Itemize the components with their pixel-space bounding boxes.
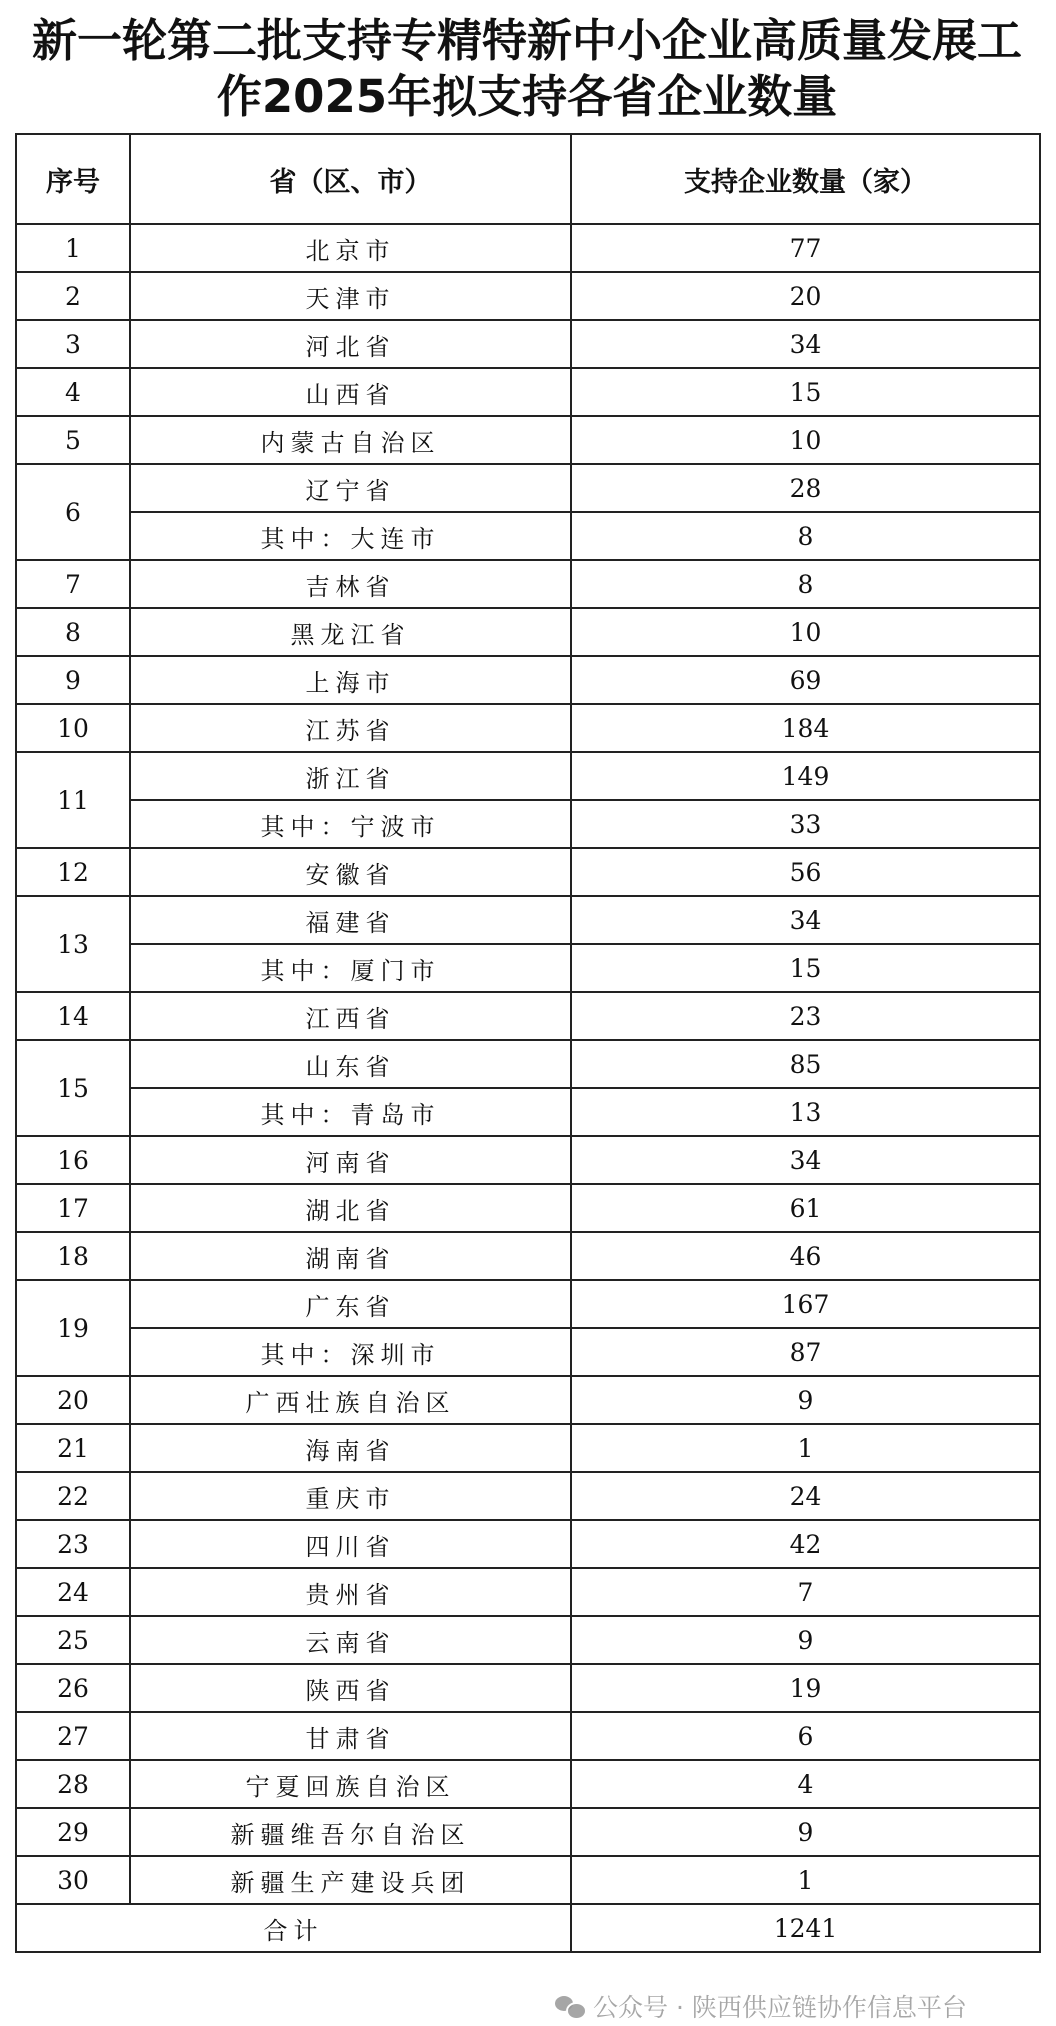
row-count: 15 xyxy=(571,368,1040,416)
row-index: 27 xyxy=(16,1712,130,1760)
row-index: 6 xyxy=(16,464,130,560)
row-count: 9 xyxy=(571,1616,1040,1664)
table-row xyxy=(16,1136,1040,1184)
row-count: 69 xyxy=(571,656,1040,704)
table-row xyxy=(16,752,1040,800)
header-province: 省（区、市） xyxy=(130,134,571,224)
row-province: 辽宁省 xyxy=(130,464,571,512)
table-subrow xyxy=(16,800,1040,848)
row-index: 17 xyxy=(16,1184,130,1232)
row-index: 12 xyxy=(16,848,130,896)
table-row xyxy=(16,416,1040,464)
table-row xyxy=(16,320,1040,368)
document-title xyxy=(15,13,1039,133)
total-label: 合计 xyxy=(16,1904,571,1952)
row-index: 19 xyxy=(16,1280,130,1376)
row-count: 6 xyxy=(571,1712,1040,1760)
row-count: 24 xyxy=(571,1472,1040,1520)
table-subrow xyxy=(16,512,1040,560)
row-index: 9 xyxy=(16,656,130,704)
row-count: 34 xyxy=(571,896,1040,944)
row-index: 24 xyxy=(16,1568,130,1616)
row-subcity: 其中：深圳市 xyxy=(130,1328,571,1376)
row-index: 11 xyxy=(16,752,130,848)
watermark xyxy=(555,1988,967,2024)
row-province: 黑龙江省 xyxy=(130,608,571,656)
row-index: 13 xyxy=(16,896,130,992)
row-province: 湖南省 xyxy=(130,1232,571,1280)
row-count: 46 xyxy=(571,1232,1040,1280)
row-count: 8 xyxy=(571,560,1040,608)
table-row xyxy=(16,1232,1040,1280)
row-province: 河北省 xyxy=(130,320,571,368)
table-body xyxy=(16,224,1040,1952)
row-index: 23 xyxy=(16,1520,130,1568)
table-row xyxy=(16,1424,1040,1472)
table-subrow xyxy=(16,1328,1040,1376)
row-index: 22 xyxy=(16,1472,130,1520)
row-index: 4 xyxy=(16,368,130,416)
row-index: 8 xyxy=(16,608,130,656)
wechat-icon xyxy=(555,1994,585,2018)
row-index: 20 xyxy=(16,1376,130,1424)
table-row xyxy=(16,1760,1040,1808)
row-index: 21 xyxy=(16,1424,130,1472)
row-province: 甘肃省 xyxy=(130,1712,571,1760)
row-count: 34 xyxy=(571,1136,1040,1184)
row-subcity: 其中：青岛市 xyxy=(130,1088,571,1136)
row-index: 7 xyxy=(16,560,130,608)
row-subcount: 15 xyxy=(571,944,1040,992)
total-count: 1241 xyxy=(571,1904,1040,1952)
row-province: 北京市 xyxy=(130,224,571,272)
row-province: 河南省 xyxy=(130,1136,571,1184)
row-province: 安徽省 xyxy=(130,848,571,896)
row-index: 3 xyxy=(16,320,130,368)
row-count: 9 xyxy=(571,1376,1040,1424)
table-row xyxy=(16,992,1040,1040)
row-count: 149 xyxy=(571,752,1040,800)
table-row xyxy=(16,224,1040,272)
row-index: 30 xyxy=(16,1856,130,1904)
row-province: 广西壮族自治区 xyxy=(130,1376,571,1424)
row-subcount: 33 xyxy=(571,800,1040,848)
table-row xyxy=(16,368,1040,416)
row-count: 42 xyxy=(571,1520,1040,1568)
row-count: 85 xyxy=(571,1040,1040,1088)
row-subcity: 其中：宁波市 xyxy=(130,800,571,848)
document-page xyxy=(15,13,1039,1953)
table-row xyxy=(16,1520,1040,1568)
row-index: 29 xyxy=(16,1808,130,1856)
header-row xyxy=(16,134,1040,224)
row-subcity: 其中：厦门市 xyxy=(130,944,571,992)
row-subcount: 87 xyxy=(571,1328,1040,1376)
row-count: 20 xyxy=(571,272,1040,320)
row-index: 25 xyxy=(16,1616,130,1664)
row-index: 10 xyxy=(16,704,130,752)
row-count: 19 xyxy=(571,1664,1040,1712)
watermark-text: 公众号 · 陕西供应链协作信息平台 xyxy=(593,1993,967,2022)
row-count: 56 xyxy=(571,848,1040,896)
table-row xyxy=(16,1472,1040,1520)
row-province: 江西省 xyxy=(130,992,571,1040)
enterprise-count-table xyxy=(15,133,1041,1953)
row-count: 61 xyxy=(571,1184,1040,1232)
table-row xyxy=(16,1712,1040,1760)
row-index: 14 xyxy=(16,992,130,1040)
row-province: 海南省 xyxy=(130,1424,571,1472)
row-count: 1 xyxy=(571,1856,1040,1904)
row-index: 26 xyxy=(16,1664,130,1712)
row-province: 云南省 xyxy=(130,1616,571,1664)
table-row xyxy=(16,1856,1040,1904)
row-count: 34 xyxy=(571,320,1040,368)
total-row xyxy=(16,1904,1040,1952)
row-count: 7 xyxy=(571,1568,1040,1616)
title-line-2: 作2025年拟支持各省企业数量 xyxy=(216,70,838,123)
row-count: 4 xyxy=(571,1760,1040,1808)
row-province: 广东省 xyxy=(130,1280,571,1328)
row-count: 10 xyxy=(571,608,1040,656)
row-province: 陕西省 xyxy=(130,1664,571,1712)
row-index: 16 xyxy=(16,1136,130,1184)
table-subrow xyxy=(16,1088,1040,1136)
row-count: 184 xyxy=(571,704,1040,752)
table-row xyxy=(16,560,1040,608)
table-row xyxy=(16,1376,1040,1424)
row-province: 重庆市 xyxy=(130,1472,571,1520)
header-count: 支持企业数量（家） xyxy=(571,134,1040,224)
row-index: 5 xyxy=(16,416,130,464)
row-province: 上海市 xyxy=(130,656,571,704)
row-province: 天津市 xyxy=(130,272,571,320)
table-row xyxy=(16,896,1040,944)
row-province: 内蒙古自治区 xyxy=(130,416,571,464)
row-count: 28 xyxy=(571,464,1040,512)
row-count: 23 xyxy=(571,992,1040,1040)
table-row xyxy=(16,848,1040,896)
row-subcity: 其中：大连市 xyxy=(130,512,571,560)
row-province: 福建省 xyxy=(130,896,571,944)
row-subcount: 13 xyxy=(571,1088,1040,1136)
row-province: 新疆生产建设兵团 xyxy=(130,1856,571,1904)
row-count: 1 xyxy=(571,1424,1040,1472)
table-row xyxy=(16,704,1040,752)
row-province: 山东省 xyxy=(130,1040,571,1088)
row-province: 宁夏回族自治区 xyxy=(130,1760,571,1808)
row-index: 28 xyxy=(16,1760,130,1808)
title-line-1: 新一轮第二批支持专精特新中小企业高质量发展工 xyxy=(31,14,1022,67)
header-index: 序号 xyxy=(16,134,130,224)
row-province: 四川省 xyxy=(130,1520,571,1568)
row-count: 10 xyxy=(571,416,1040,464)
row-subcount: 8 xyxy=(571,512,1040,560)
row-province: 山西省 xyxy=(130,368,571,416)
table-row xyxy=(16,1808,1040,1856)
table-row xyxy=(16,656,1040,704)
table-row xyxy=(16,1664,1040,1712)
row-province: 江苏省 xyxy=(130,704,571,752)
row-index: 18 xyxy=(16,1232,130,1280)
table-row xyxy=(16,1184,1040,1232)
table-row xyxy=(16,272,1040,320)
row-province: 新疆维吾尔自治区 xyxy=(130,1808,571,1856)
table-row xyxy=(16,1040,1040,1088)
table-subrow xyxy=(16,944,1040,992)
table-row xyxy=(16,1568,1040,1616)
row-count: 9 xyxy=(571,1808,1040,1856)
row-index: 15 xyxy=(16,1040,130,1136)
row-count: 77 xyxy=(571,224,1040,272)
table-row xyxy=(16,464,1040,512)
row-index: 1 xyxy=(16,224,130,272)
row-index: 2 xyxy=(16,272,130,320)
table-row xyxy=(16,1616,1040,1664)
row-province: 贵州省 xyxy=(130,1568,571,1616)
row-province: 浙江省 xyxy=(130,752,571,800)
table-row xyxy=(16,608,1040,656)
row-province: 湖北省 xyxy=(130,1184,571,1232)
row-count: 167 xyxy=(571,1280,1040,1328)
table-row xyxy=(16,1280,1040,1328)
row-province: 吉林省 xyxy=(130,560,571,608)
